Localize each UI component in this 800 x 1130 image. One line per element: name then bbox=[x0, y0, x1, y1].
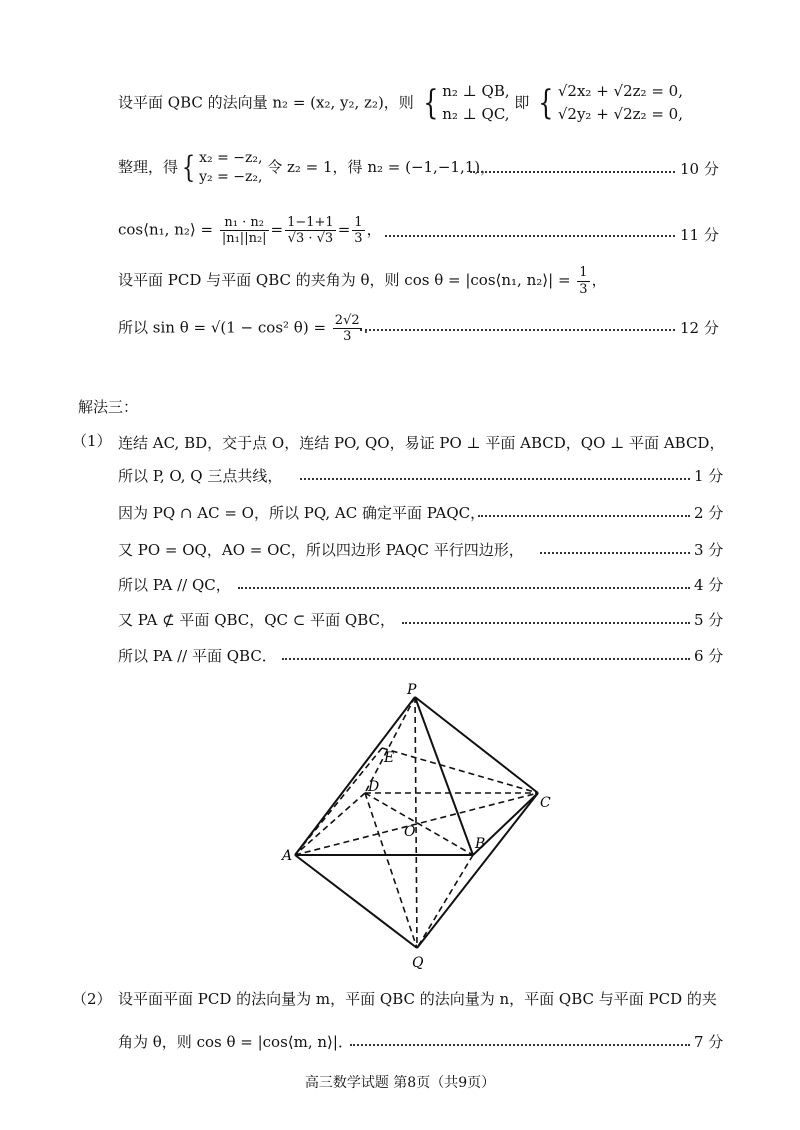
score-5: 5 分 bbox=[694, 611, 724, 629]
part2-line-2 bbox=[0, 1028, 800, 1054]
octahedron-figure bbox=[270, 680, 570, 975]
solve-eq-2: y₂ = −z₂, bbox=[199, 168, 263, 185]
score-1: 1 分 bbox=[694, 467, 724, 485]
method3-line-6 bbox=[0, 642, 800, 668]
fraction bbox=[333, 313, 362, 344]
label-A: A bbox=[282, 848, 293, 864]
fraction-numerator: n₁ · n₂ bbox=[220, 215, 269, 231]
diagonal-BD bbox=[365, 793, 473, 855]
equation-1: √2x₂ + √2z₂ = 0, bbox=[557, 82, 683, 100]
dot-leader bbox=[385, 235, 675, 237]
solve-prefix: 整理，得 bbox=[118, 157, 179, 176]
dot-leader bbox=[350, 1044, 690, 1046]
edge-PA bbox=[295, 697, 415, 855]
label-D: D bbox=[368, 779, 380, 795]
part2-label: （2） bbox=[72, 990, 112, 1008]
method3-text: 所以 PA // 平面 QBC． bbox=[118, 647, 277, 665]
perp-conditions bbox=[442, 80, 509, 127]
score-6: 6 分 bbox=[694, 647, 724, 665]
sin-formula: 所以 sin θ = √(1 − cos² θ) = $\frac{2√2}{3}$ ． bbox=[118, 313, 379, 344]
hidden-edges bbox=[295, 697, 538, 948]
dot-leader bbox=[478, 515, 690, 517]
fraction bbox=[352, 215, 364, 246]
method3-text: 所以 P, O, Q 三点共线， bbox=[118, 467, 283, 485]
angle-text: 设平面 PCD 与平面 QBC 的夹角为 θ，则 cos θ = |cos⟨n₁, n₂⟩| = bbox=[118, 271, 571, 290]
normal-vector-line bbox=[118, 80, 683, 127]
edge-DQ bbox=[365, 793, 417, 948]
solve-eq-1: x₂ = −z₂, bbox=[199, 150, 263, 166]
label-Q: Q bbox=[412, 955, 424, 971]
fraction-denominator: |n₁||n₂| bbox=[221, 231, 267, 246]
solve-system bbox=[199, 149, 262, 187]
score-7: 7 分 bbox=[694, 1033, 724, 1051]
brace-left: { bbox=[181, 149, 196, 185]
cos-formula: cos⟨n₁, n₂⟩ = $\frac{\text{n₁ · n₂}}{\text{|n₁||n₂|}}$ = $\frac{1-1+1}{√3 \cdot √3}$ = $\frac{1}{3}$ ， bbox=[118, 215, 382, 246]
solve-suffix: 令 z₂ = 1，得 n₂ = (−1,−1,1)， bbox=[267, 157, 496, 176]
fraction-denominator: 3 bbox=[343, 329, 352, 344]
solve-row bbox=[0, 149, 800, 185]
fraction-denominator: 3 bbox=[579, 281, 588, 297]
cos-lhs: cos⟨n₁, n₂⟩ = bbox=[118, 220, 214, 239]
part2-text: 角为 θ，则 cos θ = |cos⟨m, n⟩|． bbox=[118, 1033, 353, 1051]
label-B: B bbox=[475, 836, 486, 852]
dot-leader bbox=[360, 329, 675, 331]
dot-leader bbox=[402, 622, 690, 624]
score-11: 11 分 bbox=[680, 226, 719, 244]
line-EC bbox=[382, 748, 538, 793]
edge-AD bbox=[295, 793, 365, 855]
sin-lhs: 所以 sin θ = √(1 − cos² θ) = bbox=[118, 318, 327, 337]
dot-leader bbox=[238, 587, 690, 589]
line-PQ bbox=[415, 697, 417, 948]
score-4: 4 分 bbox=[694, 576, 724, 594]
fraction-denominator: √3 · √3 bbox=[287, 231, 334, 246]
score-2: 2 分 bbox=[694, 504, 724, 522]
brace-left: { bbox=[538, 83, 554, 124]
sin-row bbox=[0, 313, 800, 349]
method3-text: 连结 AC, BD，交于点 O，连结 PO, QO，易证 PO ⊥ 平面 ABCD，QO ⊥ 平面 ABCD， bbox=[118, 434, 725, 452]
edge-AQ bbox=[295, 855, 417, 948]
perp-condition-qc: n₂ ⊥ QC, bbox=[442, 105, 510, 124]
fraction-numerator: 2√2 bbox=[334, 313, 360, 328]
equation-system bbox=[558, 80, 683, 127]
score-10: 10 分 bbox=[680, 160, 719, 178]
normal-vector-intro: 设平面 QBC 的法向量 n₂ = (x₂, y₂, z₂)，则 bbox=[118, 93, 414, 112]
method3-line-0 bbox=[0, 429, 800, 455]
label-P: P bbox=[407, 682, 417, 698]
edge-CQ bbox=[417, 793, 538, 948]
part1-label: （1） bbox=[72, 432, 112, 450]
score-3: 3 分 bbox=[694, 541, 724, 559]
method3-line-3 bbox=[0, 536, 800, 562]
method3-line-4 bbox=[0, 571, 800, 597]
method3-text: 所以 PA // QC， bbox=[118, 576, 231, 594]
label-C: C bbox=[540, 795, 551, 811]
method3-line-1 bbox=[0, 462, 800, 488]
equation-2: √2y₂ + √2z₂ = 0, bbox=[557, 105, 683, 124]
dot-leader bbox=[282, 658, 690, 660]
fraction-numerator: 1 bbox=[579, 265, 588, 280]
dot-leader bbox=[300, 478, 690, 480]
label-O: O bbox=[404, 824, 416, 840]
part2-line-1: 设平面平面 PCD 的法向量为 m，平面 QBC 的法向量为 n，平面 QBC 与平面 PCD 的夹 bbox=[118, 990, 717, 1008]
method3-line-2 bbox=[0, 499, 800, 525]
score-12: 12 分 bbox=[680, 319, 719, 337]
solve-text bbox=[118, 149, 495, 187]
method3-text: 又 PA ⊄ 平面 QBC，QC ⊂ 平面 QBC， bbox=[118, 611, 395, 629]
namely-label: 即 bbox=[514, 93, 530, 112]
page-footer: 高三数学试题 第8页（共9页） bbox=[304, 1075, 496, 1091]
label-E: E bbox=[384, 750, 395, 766]
dot-leader bbox=[470, 171, 675, 173]
fraction-numerator: 1 bbox=[354, 215, 363, 230]
method3-text: 又 PO = OQ，AO = OC，所以四边形 PAQC 平行四边形， bbox=[118, 541, 524, 559]
method3-line-5 bbox=[0, 606, 800, 632]
method3-heading: 解法三： bbox=[78, 398, 139, 416]
fraction bbox=[577, 265, 589, 297]
fraction-denominator: 3 bbox=[354, 231, 363, 246]
fraction bbox=[285, 215, 336, 246]
perp-condition-qb: n₂ ⊥ QB, bbox=[442, 82, 510, 100]
brace-left: { bbox=[422, 83, 438, 124]
fraction-numerator: 1−1+1 bbox=[287, 215, 334, 230]
method3-text: 因为 PQ ∩ AC = O，所以 PQ, AC 确定平面 PAQC， bbox=[118, 504, 486, 522]
fraction bbox=[220, 215, 269, 246]
angle-line: 设平面 PCD 与平面 QBC 的夹角为 θ，则 cos θ = |cos⟨n₁, n₂⟩| = $\frac{1}{3}$ ， bbox=[118, 265, 607, 297]
dot-leader bbox=[540, 552, 690, 554]
edge-BQ bbox=[417, 855, 473, 948]
cos-row bbox=[0, 217, 800, 251]
